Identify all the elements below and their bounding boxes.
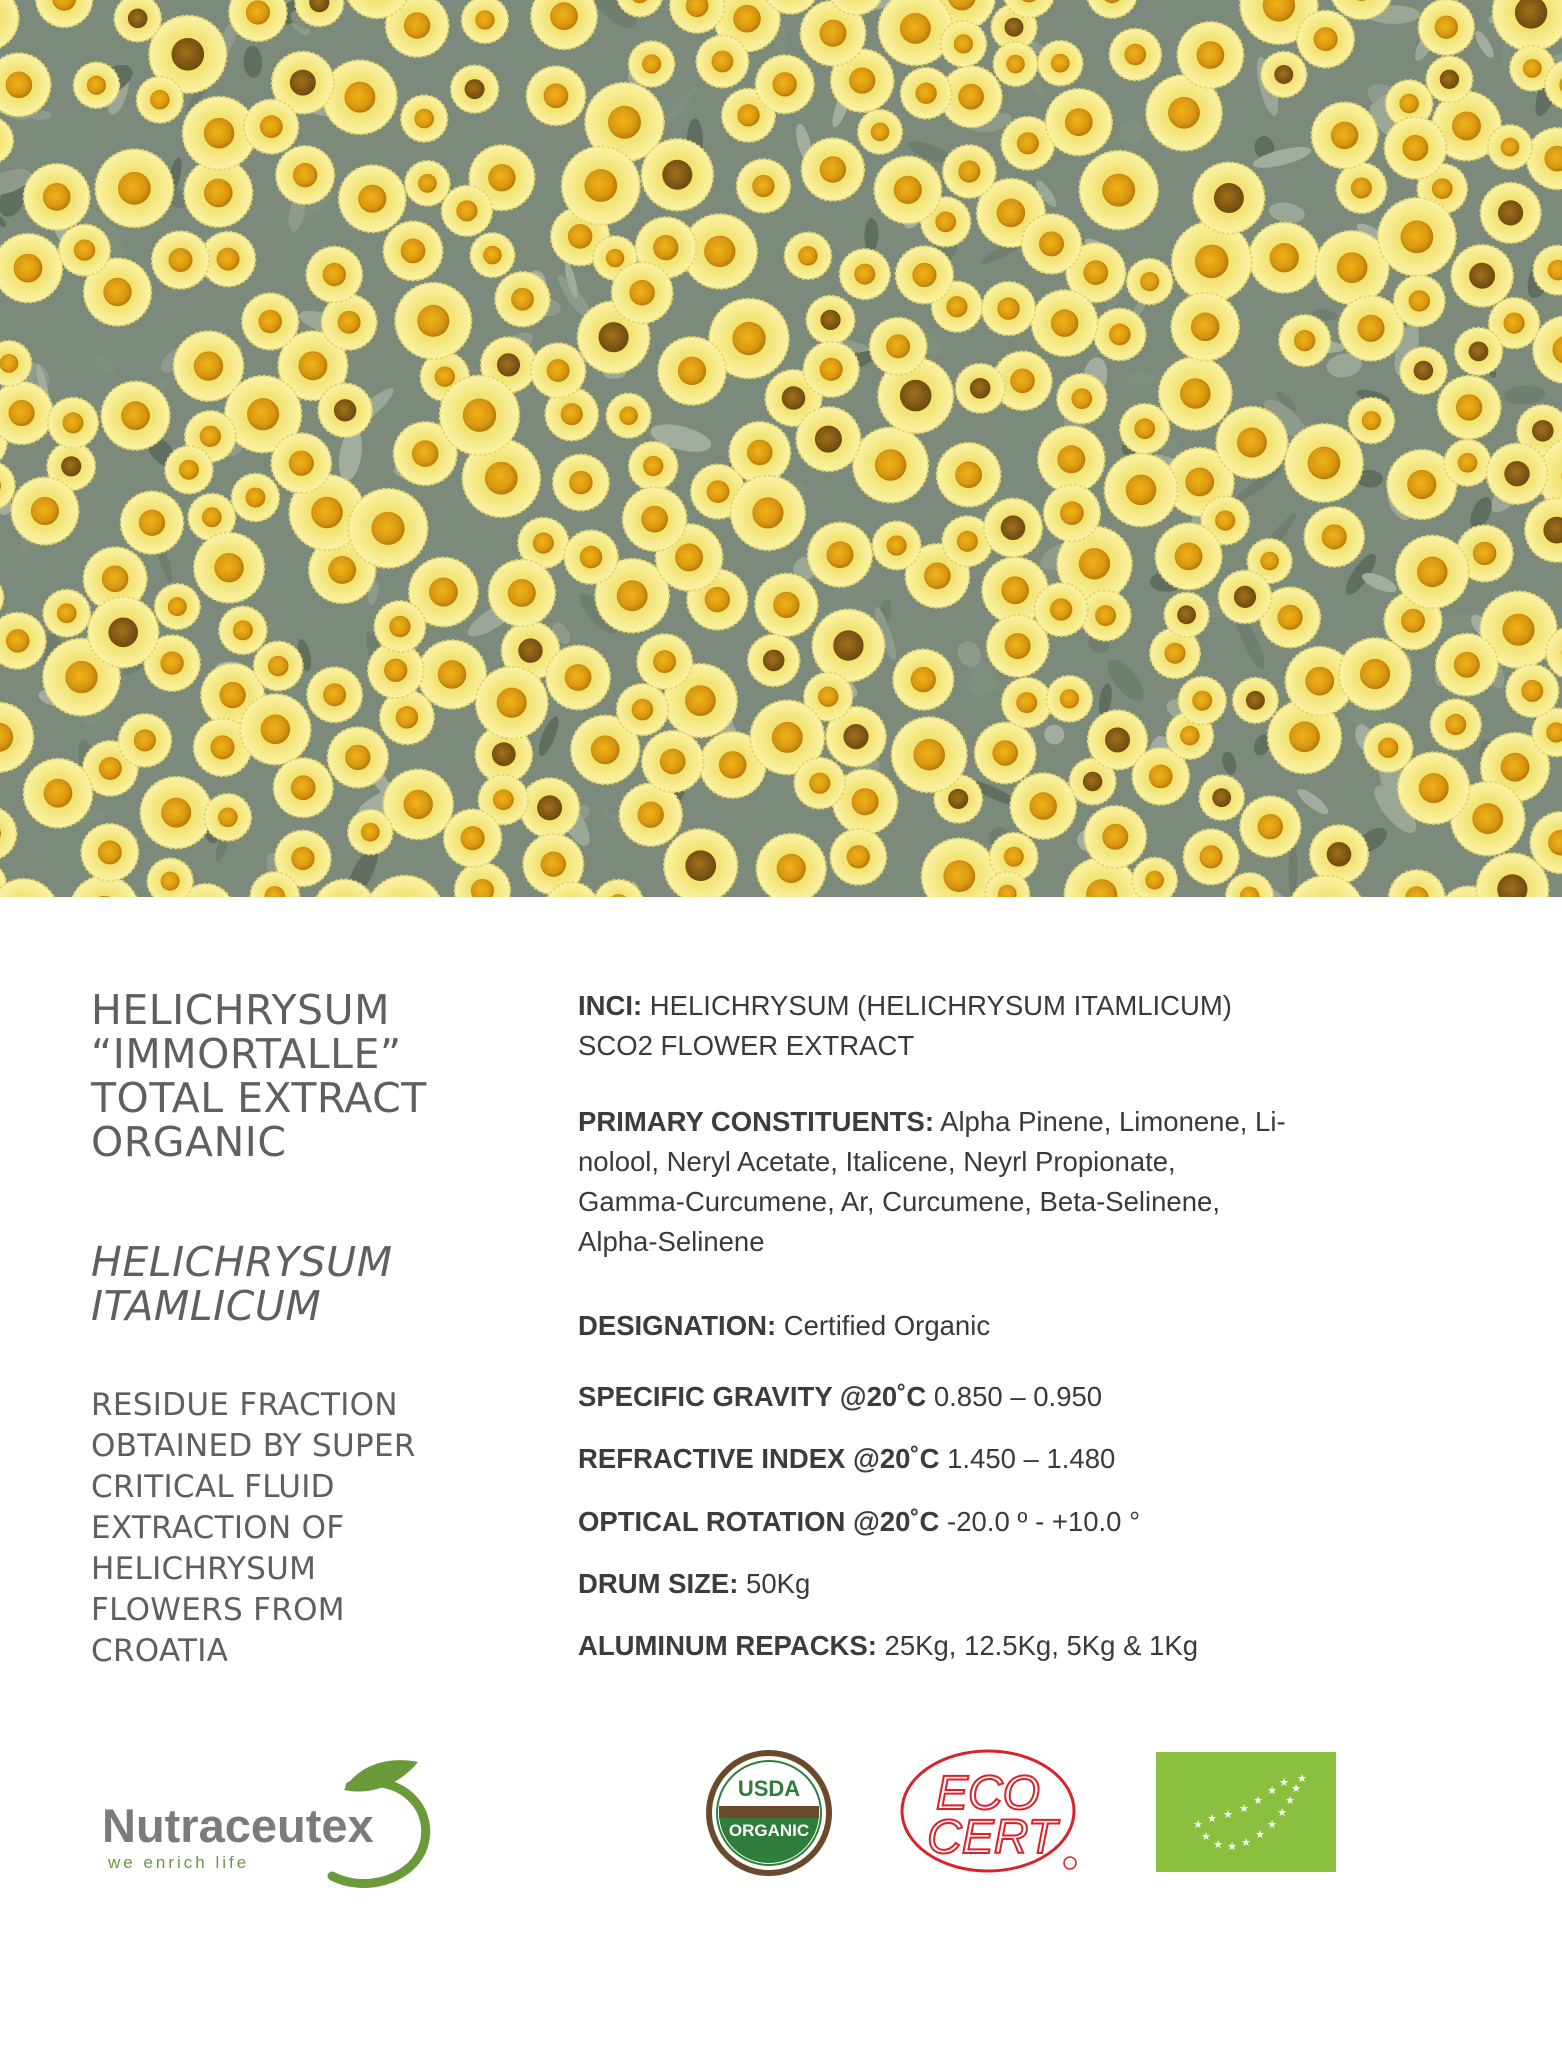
flower [1044,485,1100,541]
flower [1164,593,1209,638]
flower [546,646,610,710]
flower [242,293,298,349]
flower [1159,357,1232,430]
flower [204,794,251,841]
flower [318,384,372,438]
flower [1436,634,1498,696]
description-line: OBTAINED BY SUPER [91,1428,416,1464]
designation-spec [578,1306,1478,1346]
flower [1398,752,1470,824]
flower [323,60,397,134]
flower [384,221,443,280]
flower [1444,440,1490,486]
flower [1081,591,1131,641]
flower [476,667,548,739]
flower [1378,198,1456,276]
flower [531,343,586,398]
flower [629,442,678,491]
flower [1094,309,1146,361]
flower [1396,536,1469,609]
eu-star: ★ [1223,1808,1233,1821]
flower [401,95,447,141]
flower [1193,162,1264,233]
flower [1285,424,1363,502]
optical-rotation-value: -20.0 º - +10.0 ° [939,1506,1141,1537]
flower [1127,259,1173,305]
flower [696,36,748,88]
flower [1038,41,1083,86]
specific-gravity-label: SPECIFIC GRAVITY @20˚C [578,1381,927,1412]
flower [1219,571,1272,624]
usda-top-text: USDA [737,1776,801,1801]
flower [276,146,334,204]
flower [1032,290,1098,356]
flower [489,560,556,627]
flower [1487,443,1548,504]
flower [984,499,1042,557]
flower [380,690,434,744]
flower [1184,829,1239,884]
flower [442,186,492,236]
refractive-index-spec [578,1439,1478,1479]
flower [1156,523,1222,589]
flower [1216,407,1287,478]
flower [1400,347,1447,394]
flower [943,145,996,198]
flower [395,283,471,359]
flower [1046,89,1112,155]
constituents-line: Alpha-Selinene [578,1226,765,1257]
flower [405,161,450,206]
flower [1233,678,1278,723]
description-line: CROATIA [91,1633,229,1669]
designation-label: DESIGNATION: [578,1310,777,1341]
latin-line: HELICHRYSUM [91,1238,393,1286]
inci-value-line2: SCO2 FLOWER EXTRACT [578,1030,915,1061]
flower [1022,214,1082,274]
brand-name: Nutraceutex [102,1799,374,1852]
flower [1035,583,1088,636]
eu-star: ★ [1267,1818,1277,1831]
flower [1339,638,1411,710]
usda-bottom-text: ORGANIC [728,1821,810,1840]
description-line: EXTRACTION OF [91,1510,345,1546]
eu-star: ★ [1285,1794,1295,1807]
flower [1385,117,1447,179]
flower [796,407,860,471]
flower [183,97,256,170]
flower [806,296,854,344]
flower [562,146,640,224]
nutraceutex-logo [100,1750,440,1890]
latin-name [91,1240,491,1328]
flower [937,443,1001,507]
flower [232,474,280,522]
flower [975,723,1036,784]
flower [1038,426,1105,493]
specific-gravity-value: 0.850 – 0.950 [926,1381,1103,1412]
eu-star: ★ [1279,1776,1289,1789]
flower [1279,315,1330,366]
brand-tagline: we enrich life [108,1853,250,1872]
flower [244,100,298,154]
flower [1339,296,1404,361]
flower [658,337,726,405]
flower [553,455,609,511]
description-line: RESIDUE FRACTION [91,1387,398,1423]
flower [1046,676,1092,722]
flower [520,778,579,837]
flower [1304,507,1364,567]
constituents-line: Gamma-Curcumene, Ar, Curcumene, Beta-Selinene, [578,1186,1220,1217]
eu-star: ★ [1241,1836,1251,1849]
repacks-value: 25Kg, 12.5Kg, 5Kg & 1Kg [876,1630,1198,1661]
flower [941,21,987,67]
drum-size-label: DRUM SIZE: [578,1568,739,1599]
flower [74,62,120,108]
flower [152,231,209,288]
flower [755,574,818,637]
usda-organic-seal [706,1750,832,1876]
flower [349,489,428,568]
inci-value: HELICHRYSUM (HELICHRYSUM ITAMLICUM) [642,990,1232,1021]
title-line: ORGANIC [91,1118,287,1166]
flower [1488,125,1532,169]
flower [444,809,502,867]
flower [1394,275,1445,326]
flower [95,149,173,227]
drum-size-spec [578,1564,1478,1604]
ecocert-text-bottom: CERT [927,1811,1057,1864]
flower [1002,678,1052,728]
eu-star: ★ [1267,1784,1277,1797]
flower [1199,775,1244,820]
flower [1438,376,1501,439]
flower [1171,293,1239,361]
flower [637,634,692,689]
flower [840,249,890,299]
eu-star: ★ [1297,1772,1307,1785]
flower [1481,183,1541,243]
flower [374,601,425,652]
title-line: “IMMORTALLE” [91,1030,402,1078]
flower [440,375,520,455]
flower [785,232,832,279]
flower [48,398,98,448]
eu-star: ★ [1291,1782,1301,1795]
flower [1451,245,1513,307]
product-description [91,1385,491,1672]
flower [1172,222,1252,302]
flower [155,584,200,629]
flower [322,295,377,350]
optical-rotation-spec [578,1502,1478,1542]
flower [1178,677,1226,725]
flower [858,110,902,154]
flower [1419,0,1475,55]
flower [451,65,498,112]
flower [24,759,93,828]
flower [88,597,159,668]
flower [137,77,183,123]
flower [254,642,303,691]
flower [1297,11,1354,68]
constituents-spec [578,1102,1478,1262]
eu-star: ★ [1201,1830,1211,1843]
flower [194,533,264,603]
flower [11,477,78,544]
description-line: FLOWERS FROM [91,1592,345,1628]
flower [1177,22,1243,88]
title-line: TOTAL EXTRACT [91,1074,427,1122]
latin-line: ITAMLICUM [91,1282,322,1330]
refractive-index-value: 1.450 – 1.480 [939,1443,1116,1474]
flower [956,364,1005,413]
flower [794,758,845,809]
flower [1349,398,1395,444]
flower [893,649,953,709]
flower [1105,453,1178,526]
flower [1057,374,1107,424]
flower [756,55,814,113]
description-line: CRITICAL FLUID [91,1469,335,1505]
flower [1240,796,1301,857]
flower [1249,223,1319,293]
flower [619,783,682,846]
flower [240,694,310,764]
flower [737,159,790,212]
description-line: HELICHRYSUM [91,1551,317,1587]
eu-star: ★ [1255,1828,1265,1841]
inci-label: INCI: [578,990,643,1021]
flower [101,382,169,450]
flower [873,521,921,569]
flower [1010,773,1076,839]
flower [1110,29,1162,81]
flower [1455,328,1502,375]
flower [271,433,331,493]
flower [642,139,714,211]
hero-flower-image [0,0,1562,897]
eu-star: ★ [1253,1794,1263,1807]
eu-star: ★ [1239,1802,1249,1815]
title-line: HELICHRYSUM [91,986,390,1034]
flower [1310,825,1368,883]
repacks-spec [578,1626,1478,1666]
flower [731,476,805,550]
flower [495,272,550,327]
flower [219,607,267,655]
eu-star: ★ [1277,1806,1287,1819]
flower [1336,163,1386,213]
specific-gravity-spec [578,1377,1478,1417]
flower [982,282,1035,335]
flower [870,318,927,375]
constituents-label: PRIMARY CONSTITUENTS: [578,1106,934,1137]
flower [348,810,393,855]
optical-rotation-label: OPTICAL ROTATION @20˚C [578,1506,940,1537]
flower [617,684,668,735]
flower [306,247,362,303]
flower [339,165,406,232]
ecocert-logo [898,1745,1086,1881]
flower [1426,56,1472,102]
flower [808,523,872,587]
flower [896,246,953,303]
flower [1506,665,1558,717]
flower [901,68,952,119]
flower [118,714,171,767]
flower [853,427,928,502]
flower [1079,151,1158,230]
flower [59,225,110,276]
flower [874,156,941,223]
flower [1431,699,1481,749]
flower [470,233,514,277]
constituents-value: Alpha Pinene, Limonene, Li- [933,1106,1286,1137]
flower [623,487,687,551]
flower [274,758,333,817]
ecocert-text-top: ECO [935,1767,1041,1820]
eu-organic-leaf-logo [1156,1752,1336,1872]
flower [328,727,388,787]
repacks-label: ALUMINUM REPACKS: [578,1630,877,1661]
drum-size-value: 50Kg [738,1568,811,1599]
flower [165,446,213,494]
flower [1084,806,1146,868]
flower [24,164,90,230]
flower [564,530,618,584]
flower [612,262,673,323]
flower [307,667,362,722]
flower [0,613,46,669]
eu-star: ★ [1193,1818,1203,1831]
flower [748,635,800,687]
constituents-line: nolool, Neryl Acetate, Italicene, Neyrl Propionate, [578,1146,1176,1177]
flower [812,609,884,681]
flower [993,42,1037,86]
flower [642,731,703,792]
flower [121,491,184,554]
flower [527,66,586,125]
flower [1261,52,1306,97]
flower [81,824,138,881]
flower [804,342,859,397]
flower [1312,102,1378,168]
eu-star: ★ [1207,1812,1217,1825]
designation-value: Certified Organic [776,1310,991,1341]
flower [606,394,650,438]
flower [629,41,675,87]
flower [1120,404,1170,454]
flower [43,590,90,637]
eu-star: ★ [1213,1838,1223,1851]
flower [140,777,212,849]
inci-spec [578,986,1478,1066]
flower [830,829,886,885]
flower [383,770,453,840]
product-title [91,988,491,1164]
flower [892,717,967,792]
refractive-index-label: REFRACTIVE INDEX @20˚C [578,1443,940,1474]
eu-star: ★ [1227,1840,1237,1853]
flower [802,138,865,201]
